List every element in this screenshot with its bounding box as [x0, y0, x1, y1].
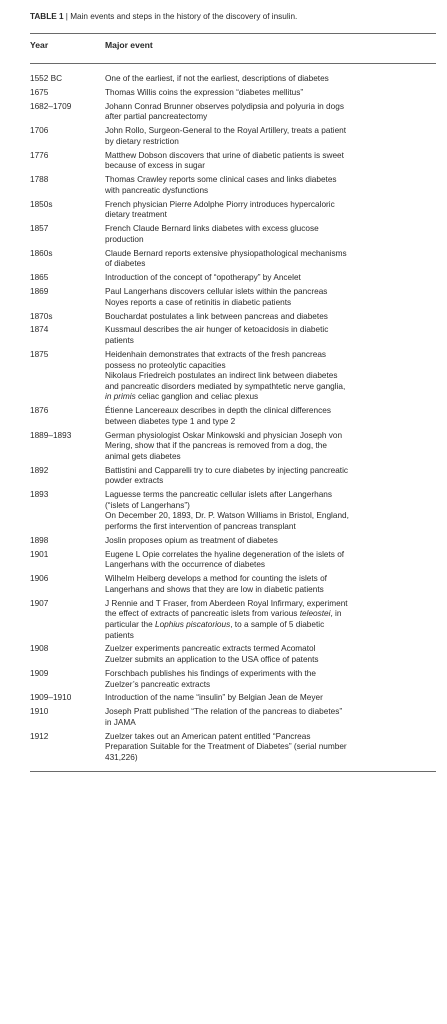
row-event — [105, 490, 437, 532]
table-bottom-rule — [30, 771, 436, 772]
row-event — [105, 599, 437, 641]
table-row — [30, 126, 440, 150]
row-event-line: after partial pancreatectomy — [105, 112, 208, 122]
row-year: 1901 — [30, 549, 49, 559]
table-caption-separator: | — [63, 12, 71, 21]
row-event-line: Thomas Willis coins the expression “diabetes mellitus” — [105, 87, 304, 97]
table-row — [30, 490, 440, 536]
row-event-line: Zuelzer submits an application to the USA office of patents — [105, 655, 319, 665]
row-event-line: Joslin proposes opium as treatment of diabetes — [105, 535, 278, 545]
row-year: 1908 — [30, 644, 49, 654]
row-year: 1552 BC — [30, 74, 63, 83]
row-event-line: Preparation Suitable for the Treatment of Diabetes” (serial number — [105, 742, 347, 752]
row-event — [105, 644, 437, 665]
table-row — [30, 74, 440, 88]
row-year: 1876 — [30, 406, 49, 416]
row-year: 1893 — [30, 490, 49, 500]
table-row — [30, 287, 440, 311]
row-event — [105, 707, 437, 728]
row-event-line: particular the Lophius piscatorious, to a sample of 5 diabetic — [105, 619, 325, 629]
row-year: 1874 — [30, 325, 49, 335]
row-event-line: performs the first intervention of pancreas transplant — [105, 522, 296, 532]
table-row — [30, 669, 440, 693]
table-row — [30, 466, 440, 490]
row-event — [105, 224, 437, 245]
table-row — [30, 175, 440, 199]
row-year: 1706 — [30, 126, 49, 136]
row-event-line: French Claude Bernard links diabetes with excess glucose — [105, 224, 319, 234]
row-event-line: Laguesse terms the pancreatic cellular islets after Langerhans — [105, 490, 332, 500]
table-caption — [30, 11, 440, 22]
row-event-line: (“islets of Langerhans”) — [105, 500, 190, 510]
table-row — [30, 325, 440, 349]
row-event-line: Mering, show that if the pancreas is removed from a dog, the — [105, 441, 327, 451]
row-event — [105, 126, 437, 147]
row-event-line: Battistini and Capparelli try to cure diabetes by injecting pancreatic — [105, 465, 349, 475]
row-year: 1906 — [30, 574, 49, 584]
row-event — [105, 102, 437, 123]
table-row — [30, 88, 440, 102]
row-event-line: Introduction of the name “insulin” by Belgian Jean de Meyer — [105, 693, 323, 703]
table-header-rule — [30, 63, 436, 64]
table-row — [30, 693, 440, 707]
row-year: 1909 — [30, 668, 49, 678]
row-year: 1865 — [30, 273, 49, 283]
table-row — [30, 350, 440, 406]
row-event — [105, 200, 437, 221]
row-event-line: patients — [105, 336, 134, 346]
row-event-line: Paul Langerhans discovers cellular islets within the pancreas — [105, 287, 328, 297]
row-event-line: in JAMA — [105, 717, 136, 727]
row-event — [105, 550, 437, 571]
row-event-line: Eugene L Opie correlates the hyaline degeneration of the islets of — [105, 549, 345, 559]
column-header-year: Year — [30, 40, 49, 50]
table-row — [30, 732, 440, 767]
row-event — [105, 325, 437, 346]
row-event-line: John Rollo, Surgeon-General to the Royal Artillery, treats a patient — [105, 126, 347, 136]
row-event — [105, 732, 437, 764]
row-event — [105, 74, 437, 85]
row-event — [105, 693, 437, 704]
row-event — [105, 151, 437, 172]
table-row — [30, 707, 440, 731]
row-event — [105, 406, 437, 427]
table-row — [30, 312, 440, 326]
row-event-line: Langerhans with the occurrence of diabetes — [105, 560, 266, 570]
row-event-line: German physiologist Oskar Minkowski and physician Joseph von — [105, 430, 343, 440]
row-event-line: powder extracts — [105, 476, 164, 486]
row-event-line: in primis celiac ganglion and celiac plexus — [105, 392, 259, 402]
table-row — [30, 644, 440, 668]
row-event-line: animal gets diabetes — [105, 451, 181, 461]
row-event-line: patients — [105, 630, 134, 640]
table-row — [30, 224, 440, 248]
row-event — [105, 669, 437, 690]
row-event — [105, 273, 437, 284]
row-year: 1870s — [30, 311, 53, 321]
row-event — [105, 431, 437, 463]
row-year: 1860s — [30, 248, 53, 258]
row-year: 1910 — [30, 707, 49, 717]
column-header-event: Major event — [105, 40, 153, 50]
table-row — [30, 550, 440, 574]
row-event-line: Zuelzer takes out an American patent entitled “Pancreas — [105, 731, 311, 741]
row-event-line: Nikolaus Friedreich postulates an indirect link between diabetes — [105, 371, 338, 381]
table-row — [30, 151, 440, 175]
row-event-line: Zuelzer experiments pancreatic extracts termed Acomatol — [105, 644, 316, 654]
row-event-line: 431,226) — [105, 752, 138, 762]
row-event — [105, 249, 437, 270]
row-event-line: J Rennie and T Fraser, from Aberdeen Royal Infirmary, experiment — [105, 598, 348, 608]
table-body — [30, 74, 440, 767]
row-event — [105, 536, 437, 547]
table-caption-label: TABLE 1 — [30, 12, 64, 21]
row-event-line: Claude Bernard reports extensive physiopathological mechanisms — [105, 248, 347, 258]
row-event-line: because of excess in sugar — [105, 161, 205, 171]
row-event-line: Introduction of the concept of “opotherapy” by Ancelet — [105, 273, 301, 283]
row-year: 1909–1910 — [30, 693, 72, 703]
row-year: 1892 — [30, 465, 49, 475]
row-year: 1675 — [30, 87, 49, 97]
table-row — [30, 200, 440, 224]
row-event — [105, 574, 437, 595]
row-event-line: by dietary restriction — [105, 136, 179, 146]
row-year: 1788 — [30, 175, 49, 185]
row-event-line: of diabetes — [105, 259, 146, 269]
row-event — [105, 287, 437, 308]
row-year: 1682–1709 — [30, 101, 72, 111]
row-event-line: Kussmaul describes the air hunger of ketoacidosis in diabetic — [105, 325, 329, 335]
row-event — [105, 466, 437, 487]
row-event-line: Noyes reports a case of retinitis in diabetic patients — [105, 297, 292, 307]
row-year: 1875 — [30, 349, 49, 359]
row-year: 1898 — [30, 535, 49, 545]
row-event-line: Joseph Pratt published “The relation of the pancreas to diabetes” — [105, 707, 343, 717]
row-event-line: One of the earliest, if not the earliest, descriptions of diabetes — [105, 74, 329, 83]
row-year: 1869 — [30, 287, 49, 297]
row-year: 1857 — [30, 224, 49, 234]
table-row — [30, 102, 440, 126]
row-event-line: Étienne Lancereaux describes in depth the clinical differences — [105, 406, 331, 416]
row-event-line: Wilhelm Heiberg develops a method for counting the islets of — [105, 574, 327, 584]
row-event-line: Thomas Crawley reports some clinical cases and links diabetes — [105, 175, 337, 185]
row-event-line: Langerhans and shows that they are low in diabetic patients — [105, 584, 324, 594]
table-caption-text: Main events and steps in the history of the discovery of insulin. — [70, 12, 298, 21]
row-event-line: possess no proteolytic capacities — [105, 360, 226, 370]
table-row — [30, 431, 440, 466]
row-event-line: production — [105, 234, 144, 244]
row-event-line: French physician Pierre Adolphe Piorry introduces hypercaloric — [105, 199, 335, 209]
row-event-line: with pancreatic dysfunctions — [105, 185, 209, 195]
table-row — [30, 249, 440, 273]
table-row — [30, 406, 440, 430]
row-year: 1889–1893 — [30, 430, 72, 440]
row-event-line: Heidenhain demonstrates that extracts of the fresh pancreas — [105, 349, 327, 359]
row-event — [105, 88, 437, 99]
row-event-line: Matthew Dobson discovers that urine of diabetic patients is sweet — [105, 150, 344, 160]
row-event-line: between diabetes type 1 and type 2 — [105, 416, 236, 426]
row-event-line: On December 20, 1893, Dr. P. Watson Williams in Bristol, England, — [105, 511, 349, 521]
table-row — [30, 599, 440, 645]
row-year: 1907 — [30, 598, 49, 608]
row-event — [105, 350, 437, 403]
row-event-line: Johann Conrad Brunner observes polydipsia and polyuria in dogs — [105, 101, 344, 111]
row-event — [105, 312, 437, 323]
row-event-line: the effect of extracts of pancreatic islets from various teleostei, in — [105, 609, 342, 619]
table-row — [30, 574, 440, 598]
row-event-line: Forschbach publishes his findings of experiments with the — [105, 668, 316, 678]
row-event-line: and pancreatic disorders mediated by sympathtetic nerve ganglia, — [105, 381, 346, 391]
row-year: 1912 — [30, 731, 49, 741]
row-event-line: dietary treatment — [105, 210, 167, 220]
table-top-rule — [30, 33, 436, 34]
row-event-line: Bouchardat postulates a link between pancreas and diabetes — [105, 311, 328, 321]
row-event — [105, 175, 437, 196]
table-row — [30, 273, 440, 287]
row-event-line: Zuelzer’s pancreatic extracts — [105, 679, 211, 689]
row-year: 1850s — [30, 199, 53, 209]
table-row — [30, 536, 440, 550]
row-year: 1776 — [30, 150, 49, 160]
